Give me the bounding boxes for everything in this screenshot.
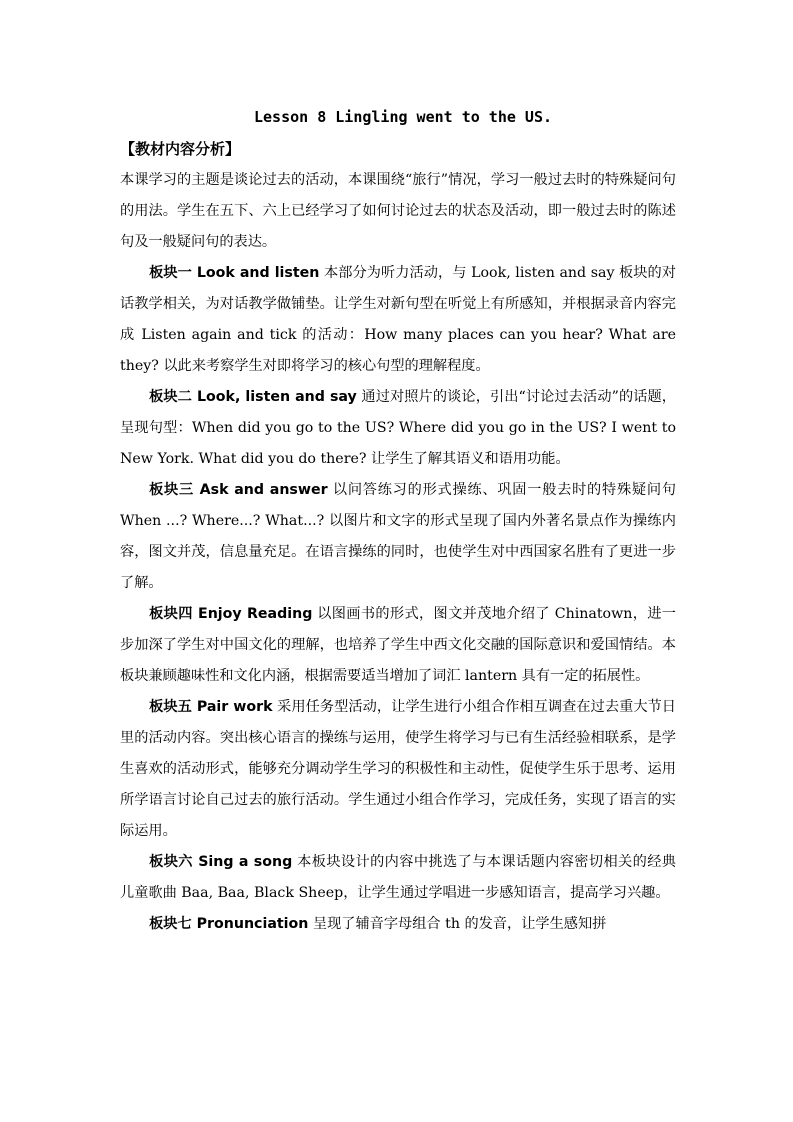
block-1-paragraph [120, 258, 676, 382]
block-7-label: 板块七 Pronunciation [149, 916, 309, 932]
lesson-title: Lesson 8 Lingling went to the US. [253, 108, 552, 126]
block-7-paragraph [120, 909, 676, 940]
block-4-label: 板块四 Enjoy Reading [149, 606, 313, 622]
block-5-label: 板块五 Pair work [149, 699, 273, 715]
block-6-text: 本板块设计的内容中挑选了与本课话题内容密切相关的经典儿童歌曲 Baa, Baa, Black Sheep，让学生通过学唱进一步感知语言，提高学习兴趣。 [120, 854, 676, 901]
block-2-label: 板块二 Look, listen and say [149, 389, 357, 405]
block-6-label: 板块六 Sing a song [149, 854, 293, 870]
intro-paragraph: 本课学习的主题是谈论过去的活动，本课围绕“旅行”情况，学习一般过去时的特殊疑问句的用法。学生在五下、六上已经学习了如何讨论过去的状态及活动，即一般过去时的陈述句及一般疑问句的表达。 [120, 172, 676, 250]
block-2-paragraph [120, 382, 676, 475]
block-1-label: 板块一 Look and listen [149, 265, 320, 281]
block-2-text: 通过对照片的谈论，引出“讨论过去活动”的话题，呈现句型：When did you go to the US? Where did you go in the US? I went to New York. What did you do there? 让学生了解其语义和语用功能。 [120, 389, 676, 467]
document-page [120, 100, 676, 940]
block-4-paragraph [120, 599, 676, 692]
section-heading: 【教材内容分析】 [120, 140, 241, 158]
block-3-paragraph [120, 475, 676, 599]
block-5-text: 采用任务型活动，让学生进行小组合作相互调查在过去重大节日里的活动内容。突出核心语言的操练与运用，使学生将学习与已有生活经验相联系，是学生喜欢的活动形式，能够充分调动学生学习的积极性和主动性，促使学生乐于思考、运用所学语言讨论自己过去的旅行活动。学生通过小组合作学习，完成任务，实现了语言的实际运用。 [120, 699, 676, 839]
block-7-text: 呈现了辅音字母组合 th 的发音，让学生感知拼 [308, 916, 607, 932]
block-3-label: 板块三 Ask and answer [149, 482, 328, 498]
block-5-paragraph [120, 692, 676, 847]
block-4-text: 以图画书的形式，图文并茂地介绍了 Chinatown，进一步加深了学生对中国文化的理解，也培养了学生中西文化交融的国际意识和爱国情结。本板块兼顾趣味性和文化内涵，根据需要适当增加了词汇 lantern 具有一定的拓展性。 [120, 606, 676, 684]
block-3-text: 以问答练习的形式操练、巩固一般去时的特殊疑问句 When ...? Where...? What...? 以图片和文字的形式呈现了国内外著名景点作为操练内容，图文并茂，信息量充足。在语言操练的同时，也使学生对中西国家名胜有了更进一步了解。 [120, 482, 676, 591]
block-1-text: 本部分为听力活动，与 Look, listen and say 板块的对话教学相关，为对话教学做铺垫。让学生对新句型在听觉上有所感知，并根据录音内容完成 Listen again and tick 的活动：How many places can you hear? What are they? 以此来考察学生对即将学习的核心句型的理解程度。 [120, 265, 676, 374]
block-6-paragraph [120, 847, 676, 909]
